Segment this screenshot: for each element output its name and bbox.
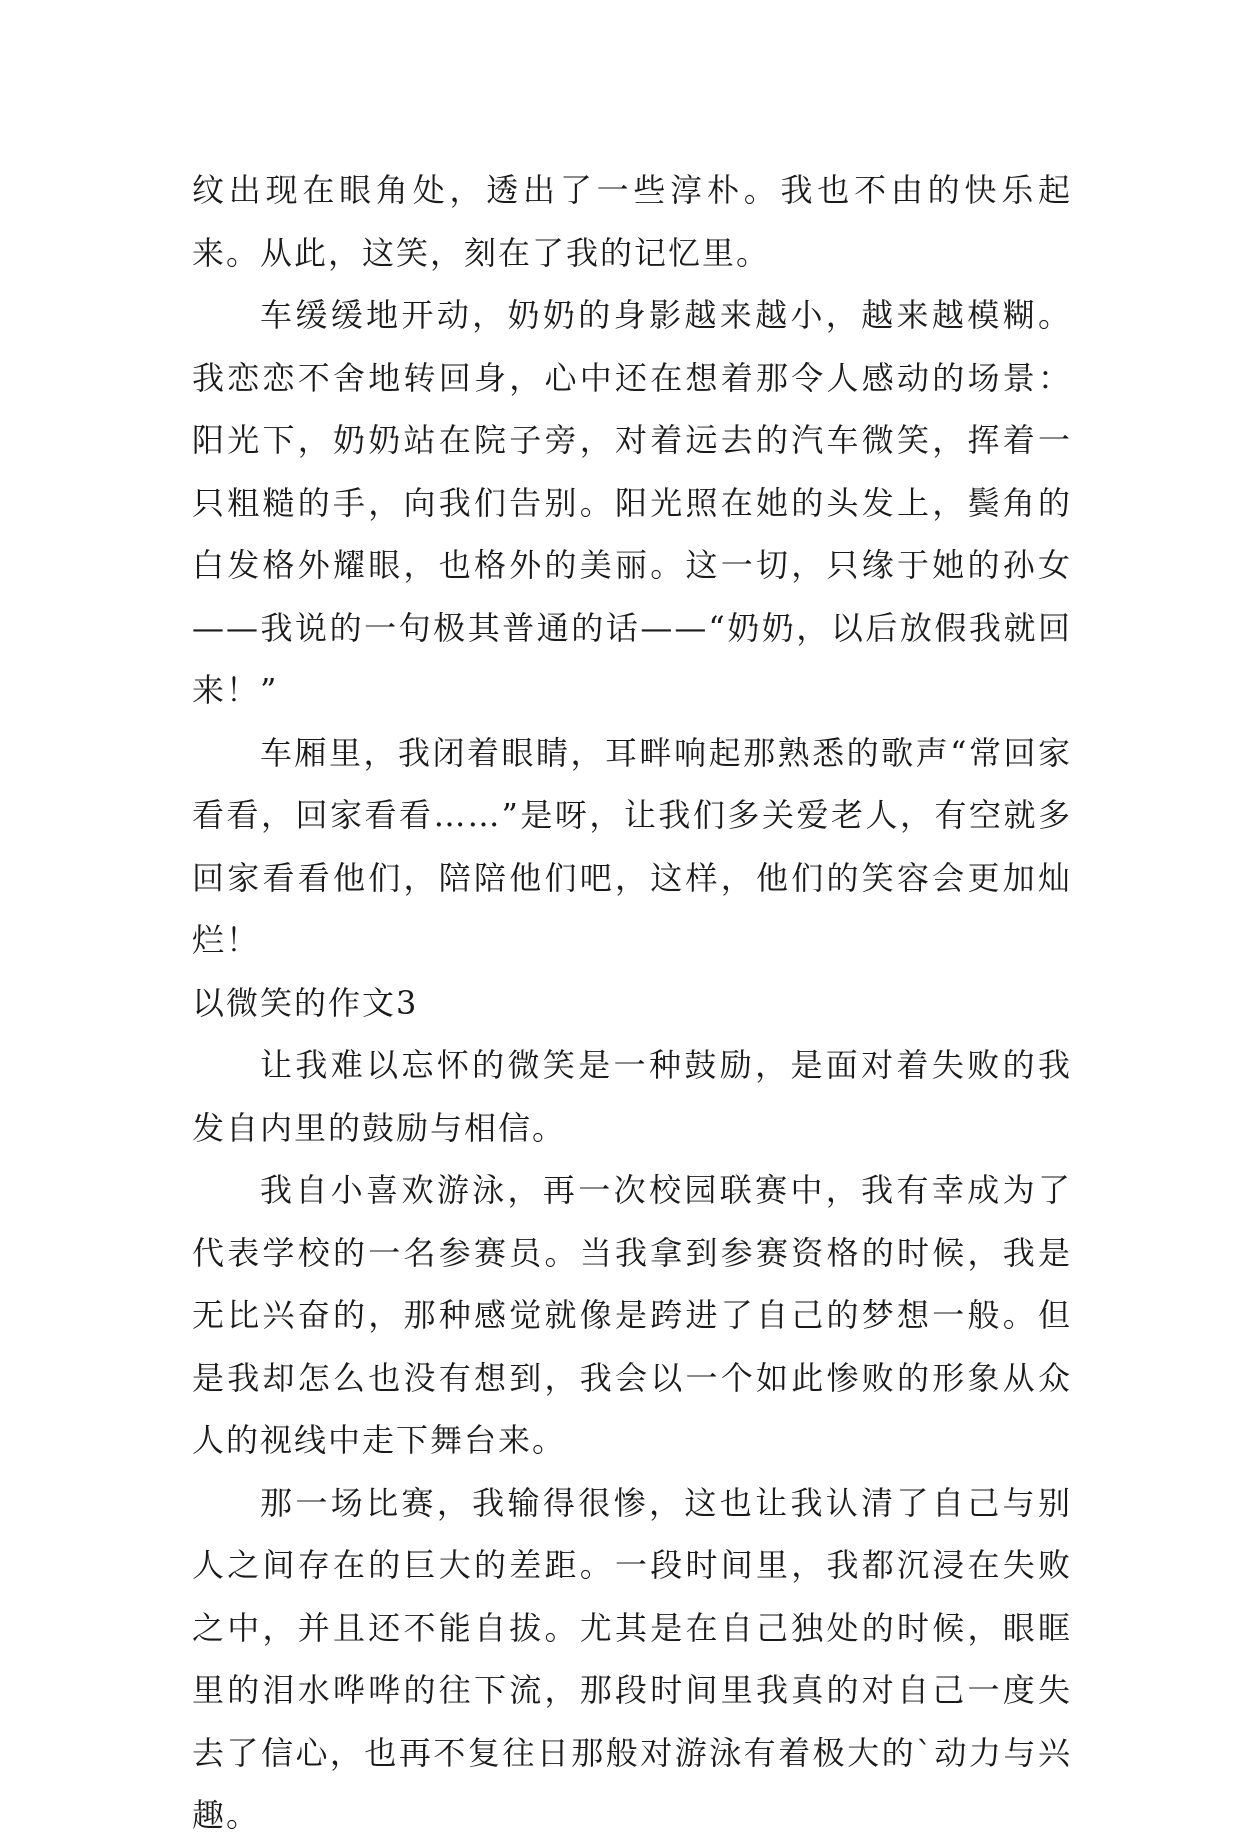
paragraph-encouragement: 让我难以忘怀的微笑是一种鼓励，是面对着失败的我发自内里的鼓励与相信。 [192, 1046, 1072, 1147]
paragraph-carriage: 车厢里，我闭着眼睛，耳畔响起那熟悉的歌声“常回家看看，回家看看……”是呀，让我们多关爱老人，有空就多回家看看他们，陪陪他们吧，这样，他们的笑容会更加灿烂！ [192, 733, 1072, 959]
document-body [192, 159, 1072, 1847]
paragraph-swimming: 我自小喜欢游泳，再一次校园联赛中，我有幸成为了代表学校的一名参赛员。当我拿到参赛资格的时候，我是无比兴奋的，那种感觉就像是跨进了自己的梦想一般。但是我却怎么也没有想到，我会以一个如此惨败的形象从众人的视线中走下舞台来。 [192, 1171, 1072, 1459]
paragraph-farewell: 车缓缓地开动，奶奶的身影越来越小，越来越模糊。我恋恋不舍地转回身，心中还在想着那令人感动的场景：阳光下，奶奶站在院子旁，对着远去的汽车微笑，挥着一只粗糙的手，向我们告别。阳光照在她的头发上，鬓角的白发格外耀眼，也格外的美丽。这一切，只缘于她的孙女——我说的一句极其普通的话——“奶奶，以后放假我就回来！” [192, 296, 1072, 709]
section-title: 以微笑的作文3 [192, 983, 419, 1022]
paragraph-continued: 纹出现在眼角处，透出了一些淳朴。我也不由的快乐起来。从此，这笑，刻在了我的记忆里。 [192, 171, 1072, 272]
paragraph-defeat: 那一场比赛，我输得很惨，这也让我认清了自己与别人之间存在的巨大的差距。一段时间里，我都沉浸在失败之中，并且还不能自拔。尤其是在自己独处的时候，眼眶里的泪水哗哗的往下流，那段时间里我真的对自己一度失去了信心，也再不复往日那般对游泳有着极大的`动力与兴趣。 [192, 1483, 1072, 1834]
